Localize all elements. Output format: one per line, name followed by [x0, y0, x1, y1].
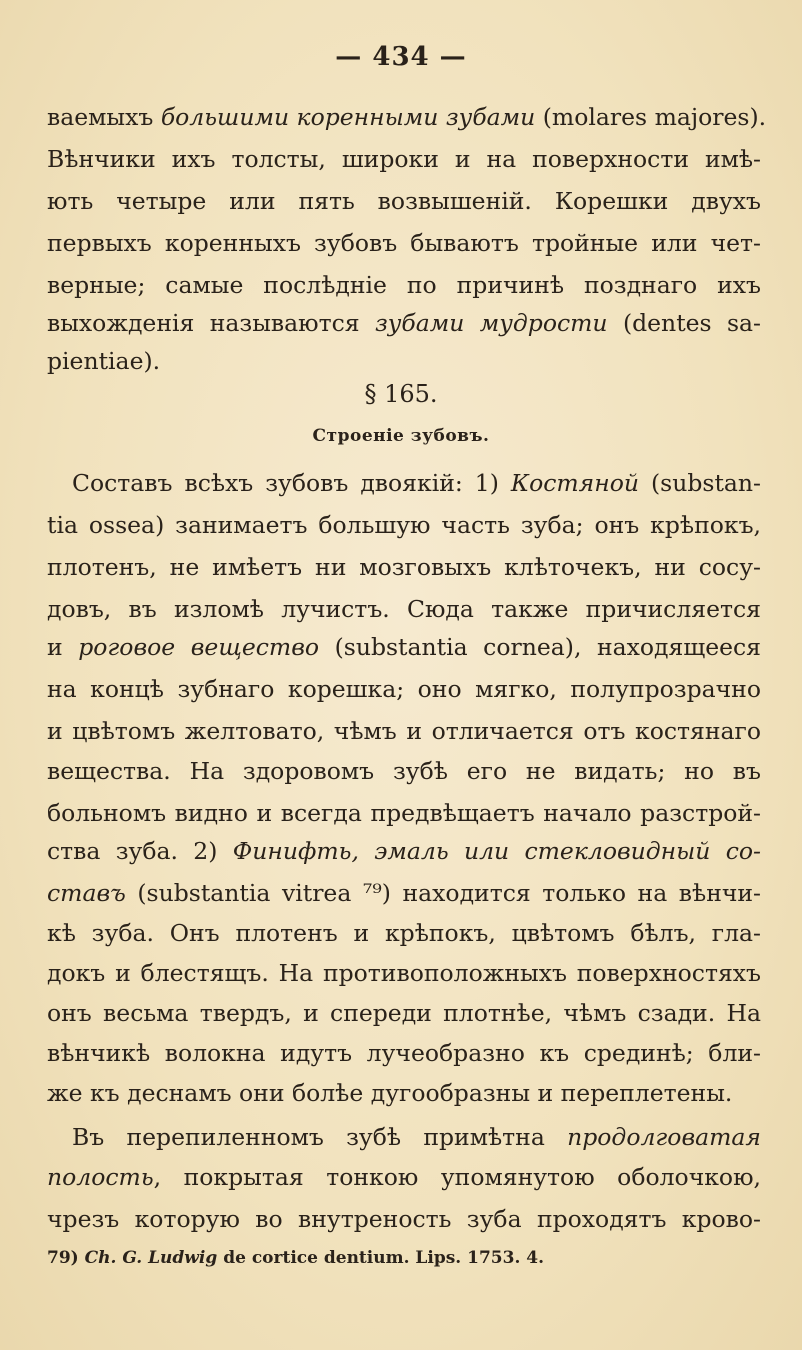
text-line: кѣ зуба. Онъ плотенъ и крѣпокъ, цвѣтомъ бѣлъ, гла- — [47, 919, 761, 947]
text-line: Въ перепиленномъ зубѣ примѣтна продолговатая — [72, 1123, 761, 1151]
text-line: же къ деснамъ они болѣе дугообразны и переплетены. — [47, 1079, 733, 1107]
text-line: больномъ видно и всегда предвѣщаетъ начало разстрой- — [47, 799, 761, 827]
text-line: ства зуба. 2) Финифть, эмаль или стекловидный со- — [47, 837, 761, 865]
term-horny-substance: роговое вещество — [78, 633, 320, 661]
footnote-text: de cortice dentium. Lips. 1753. 4. — [223, 1248, 545, 1268]
term-wisdom-teeth: зубами мудрости — [374, 309, 608, 337]
text-line: онъ весьма твердъ, и спереди плотнѣе, чѣмъ сзади. На — [47, 999, 761, 1027]
text-line: довъ, въ изломѣ лучистъ. Сюда также причисляется — [47, 595, 761, 623]
term-enamel-cont: ставъ — [47, 879, 126, 907]
footnote-number: 79) — [47, 1248, 79, 1268]
term-cavity: полость — [47, 1163, 154, 1191]
text-line: верные; самые послѣдніе по причинѣ позднаго ихъ — [47, 271, 761, 299]
text-line: докъ и блестящъ. На противоположныхъ поверхностяхъ — [47, 959, 761, 987]
text-line: ваемыхъ большими коренными зубами (molares majores). — [47, 103, 767, 131]
text-line: и цвѣтомъ желтовато, чѣмъ и отличается отъ костянаго — [47, 717, 761, 745]
text-line: ють четыре или пять возвышеній. Корешки двухъ — [47, 187, 761, 215]
text-line: вѣнчикѣ волокна идутъ лучеобразно къ срединѣ; бли- — [47, 1039, 761, 1067]
term-oblong: продолговатая — [567, 1123, 761, 1151]
text-line: Составъ всѣхъ зубовъ двоякій: 1) Костяной (substan- — [72, 469, 761, 497]
text-line: выхожденія называются зубами мудрости (dentes sa- — [47, 309, 761, 337]
text-line: ставъ (substantia vitrea ⁷⁹) находится только на вѣнчи- — [47, 879, 761, 907]
text-line: плотенъ, не имѣетъ ни мозговыхъ клѣточекъ, ни сосу- — [47, 553, 761, 581]
text-line: вещества. На здоровомъ зубѣ его не видать; но въ — [47, 757, 761, 785]
text-line: чрезъ которую во внутреность зуба проходятъ крово- — [47, 1205, 761, 1233]
footnote — [47, 1248, 761, 1268]
section-subtitle: Строеніе зубовъ. — [312, 426, 490, 446]
text-line: полость, покрытая тонкою упомянутою оболочкою, — [47, 1163, 761, 1191]
text-line: на концѣ зубнаго корешка; оно мягко, полупрозрачно — [47, 675, 761, 703]
text-line: первыхъ коренныхъ зубовъ бываютъ тройные или чет- — [47, 229, 761, 257]
term-enamel: Финифть, эмаль или стекловидный со- — [232, 837, 761, 865]
text-line: и роговое вещество (substantia cornea), находящееся — [47, 633, 761, 661]
text-line: Вѣнчики ихъ толсты, широки и на поверхности имѣ- — [47, 145, 761, 173]
footnote-author: Ch. G. Ludwig — [84, 1248, 218, 1268]
text-line: tia ossea) занимаетъ большую часть зуба; онъ крѣпокъ, — [47, 511, 761, 539]
term-bony: Костяной — [510, 469, 639, 497]
text-line: pientiae). — [47, 347, 161, 375]
term-molares: большими коренными зубами — [160, 103, 536, 131]
section-number: § 165. — [364, 380, 438, 408]
page-number: — 434 — — [335, 42, 467, 72]
